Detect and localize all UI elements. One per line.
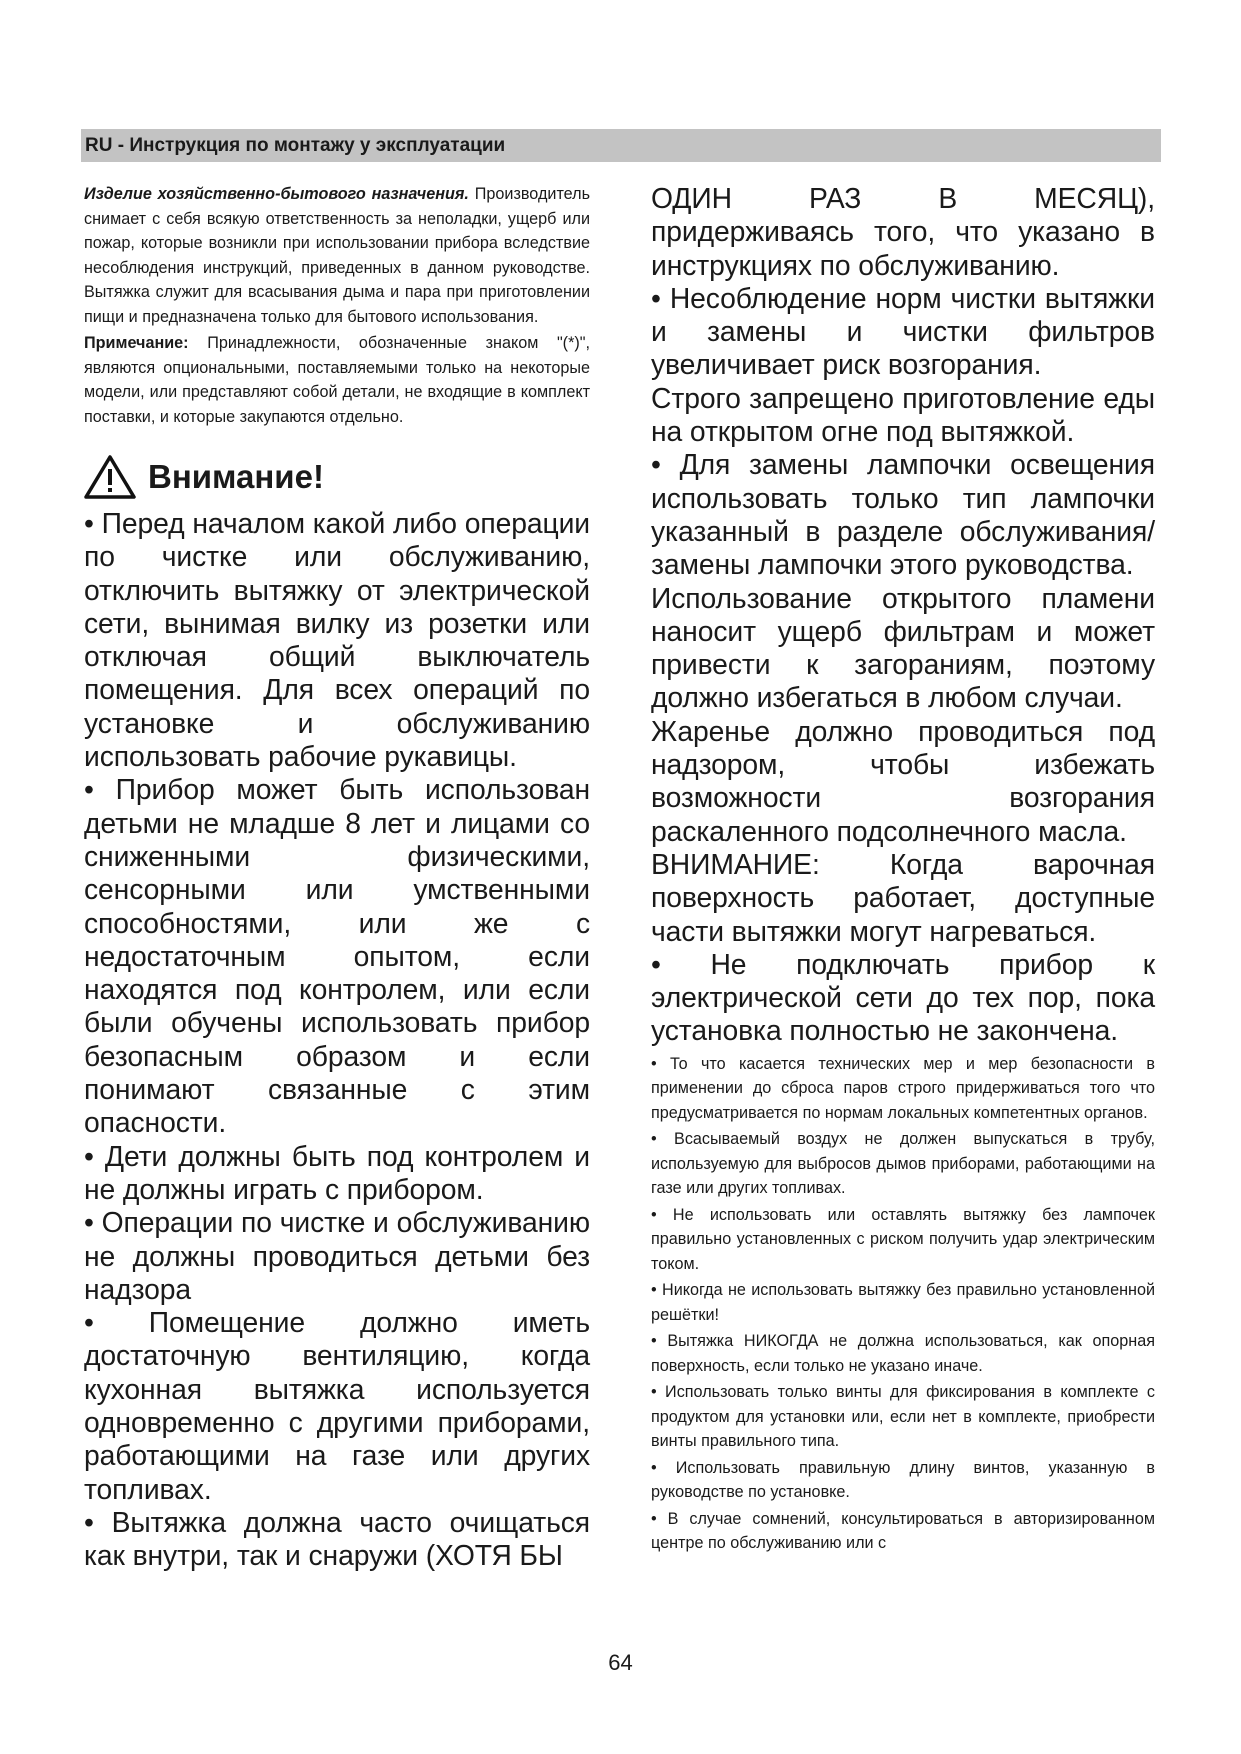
right-large-paragraph: ОДИН РАЗ В МЕСЯЦ), придерживаясь того, что указано в инструкциях по обслуживанию. (651, 182, 1155, 281)
right-large-paragraph: ВНИМАНИЕ: Когда варочная поверхность работает, доступные части вытяжки могут нагреваться. (651, 847, 1155, 947)
left-paragraph: • Перед началом какой либо операции по чистке или обслуживанию, отключить вытяжку от электрической сети, вынимая вилку из розетки или отключая общий выключатель помещения. Для всех операций по установке и обслуживанию использовать рабочие рукавицы. (84, 507, 590, 773)
right-large-paragraph: • Не подключать прибор к электрической сети до тех пор, пока установка полностью не закончена. (651, 947, 1155, 1047)
right-small-paragraph: • Вытяжка НИКОГДА не должна использоваться, как опорная поверхность, если только не указано иначе. (651, 1332, 1155, 1375)
note-lead: Примечание: (84, 334, 189, 352)
right-column (651, 182, 1155, 1558)
right-small-paragraph: • Никогда не использовать вытяжку без правильно установленной решётки! (651, 1281, 1155, 1324)
right-small-paragraph: • То что касается технических мер и мер безопасности в применении до сброса паров строго придерживаться того что предусматривается по нормам локальных компетентных органов. (651, 1054, 1155, 1122)
intro-paragraph (84, 182, 590, 329)
right-large-paragraph: • Для замены лампочки освещения использовать только тип лампочки указанный в разделе обслуживания/замены лампочки этого руководства. (651, 448, 1155, 581)
warning-heading (84, 451, 590, 503)
right-small-paragraph: • Использовать правильную длину винтов, указанную в руководстве по установке. (651, 1458, 1155, 1502)
right-small-paragraph: • Не использовать или оставлять вытяжку без лампочек правильно установленных с риском получить удар электрическим током. (651, 1205, 1155, 1273)
page-number: 64 (608, 1650, 633, 1675)
left-paragraph: • Дети должны быть под контролем и не должны играть с прибором. (84, 1139, 590, 1205)
left-column (84, 182, 590, 1573)
note-paragraph (84, 331, 590, 429)
right-small-paragraph: • В случае сомнений, консультироваться в авторизированном центре по обслуживанию или с (651, 1509, 1155, 1553)
right-large-paragraph: • Несоблюдение норм чистки вытяжки и замены и чистки фильтров увеличивает риск возгорания. (651, 281, 1155, 381)
right-small-paragraph: • Всасываемый воздух не должен выпускаться в трубу, используемую для выбросов дымов приборами, работающими на газе или других топливах. (651, 1130, 1155, 1198)
warning-triangle-icon (84, 454, 136, 500)
note-text: Принадлежности, обозначенные знаком "(*)", являются опциональными, поставляемыми только на некоторые модели, или представляют собой детали, не входящие в комплект поставки, и которые закупаются отдельно. (84, 334, 591, 426)
intro-lead: Изделие хозяйственно-бытового назначения. (84, 185, 469, 203)
right-large-paragraph: Строго запрещено приготовление еды на открытом огне под вытяжкой. (651, 381, 1155, 448)
section-header-title: RU - Инструкция по монтажу у эксплуатации (85, 135, 506, 156)
right-small-paragraph: • Использовать только винты для фиксирования в комплекте с продуктом для установки или, если нет в комплекте, приобрести винты правильного типа. (651, 1383, 1155, 1451)
left-paragraph: • Помещение должно иметь достаточную вентиляцию, когда кухонная вытяжка используется одновременно с другими приборами, работающими на газе или других топливах. (84, 1306, 590, 1505)
section-header (81, 129, 1161, 162)
right-large-paragraph: Жаренье должно проводиться под надзором, чтобы избежать возможности возгорания раскаленного подсолнечного масла. (651, 714, 1155, 847)
right-large-paragraph: Использование открытого пламени наносит ущерб фильтрам и может привести к загораниям, поэтому должно избегаться в любом случаи. (651, 581, 1155, 714)
left-paragraph: • Прибор может быть использован детьми не младше 8 лет и лицами со сниженными физическими, сенсорными или умственными способностями, или же с недостаточным опытом, если находятся под контролем, или если были обучены использовать прибор безопасным образом и если понимают связанные с этим опасности. (84, 773, 590, 1139)
left-paragraph: • Вытяжка должна часто очищаться как внутри, так и снаружи (ХОТЯ БЫ (84, 1505, 590, 1572)
left-paragraph: • Операции по чистке и обслуживанию не должны проводиться детьми без надзора (84, 1206, 590, 1305)
intro-text: Производитель снимает с себя всякую ответственность за неполадки, ущерб или пожар, которые возникли при использовании прибора вследствие несоблюдения инструкций, приведенных в данном руководстве. Вытяжка служит для всасывания дыма и пара при приготовлении пищи и предназначена только для бытового использования. (84, 185, 591, 326)
warning-title: Внимание! (148, 458, 324, 495)
